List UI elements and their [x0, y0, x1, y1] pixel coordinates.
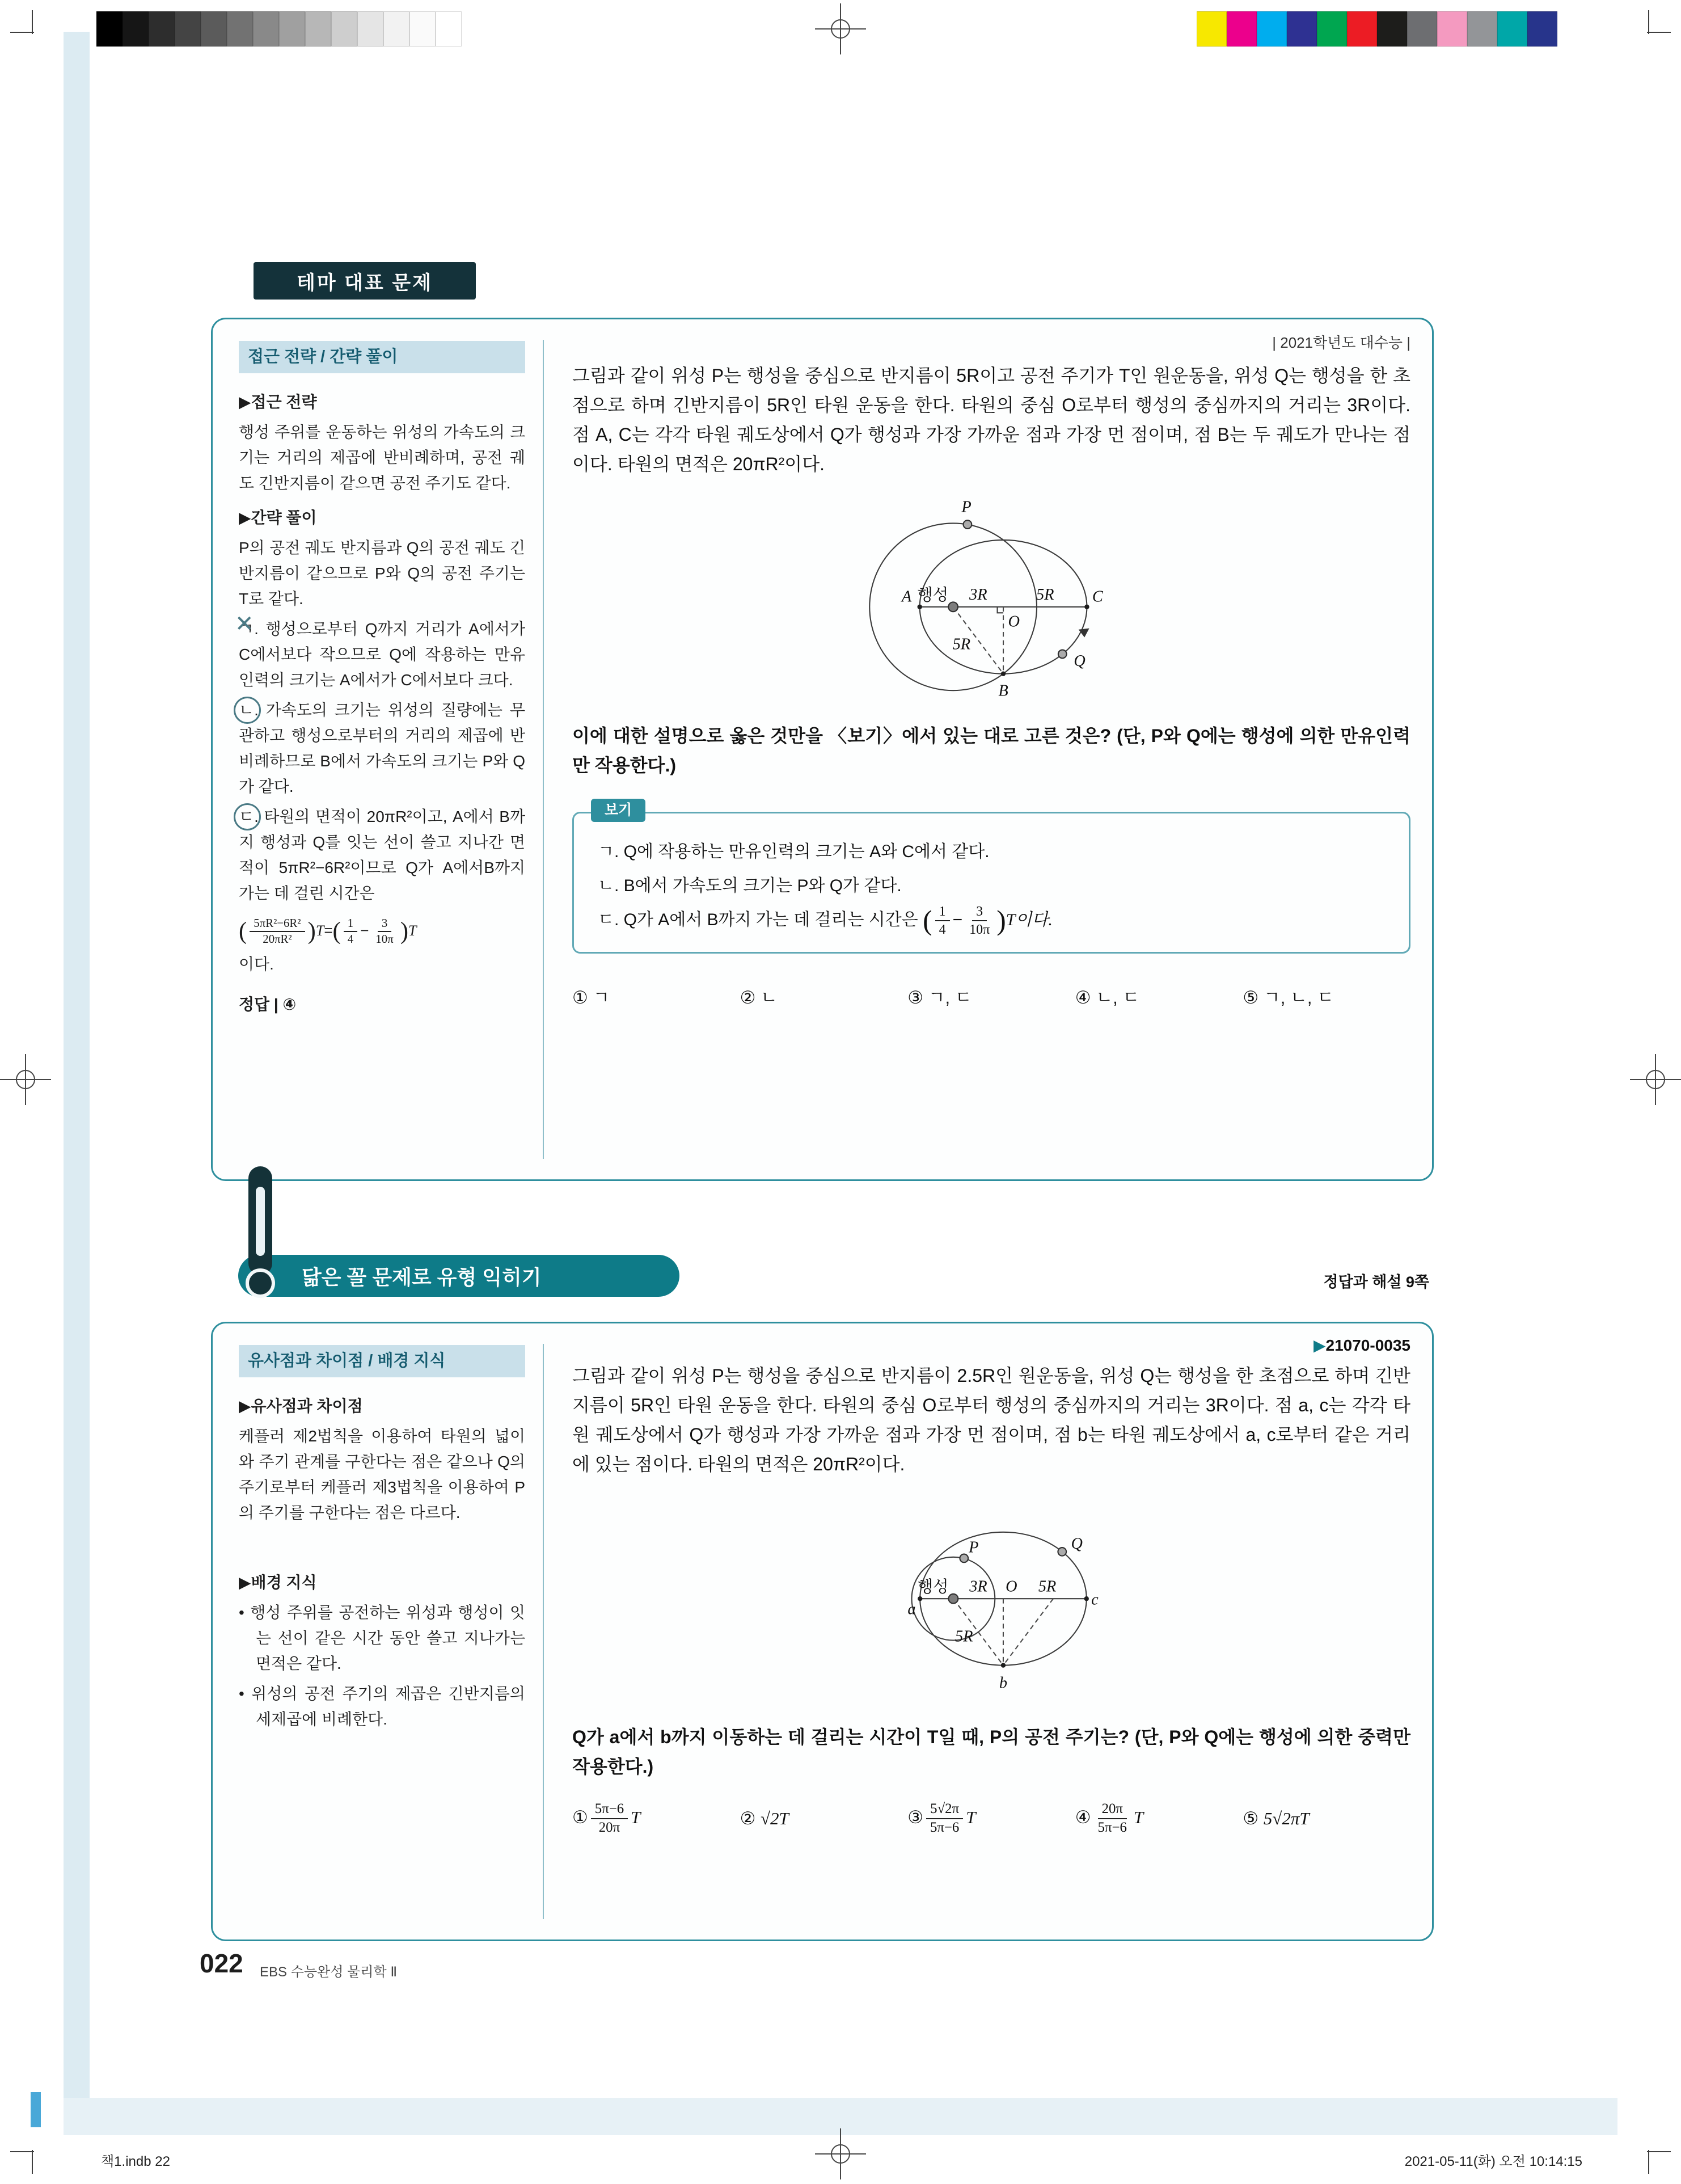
crop-mark [1647, 2151, 1671, 2152]
label-5R-right: 5R [1038, 1578, 1057, 1596]
numerator: 1 [935, 903, 950, 921]
numerator: 5πR²−6R² [250, 916, 305, 932]
crop-mark [1648, 2150, 1649, 2174]
boki-item-3-suffix: T이다. [1006, 910, 1053, 930]
label-planet: 행성 [917, 1577, 949, 1596]
choice-number: ⑤ [1243, 1808, 1259, 1828]
color-swatch [123, 11, 149, 47]
fraction [250, 916, 305, 947]
variable-T: T [631, 1807, 641, 1827]
boki-item-1: ㄱ. Q에 작용하는 만유인력의 크기는 A와 C에서 같다. [598, 842, 990, 862]
choice-2: ② ㄴ [740, 988, 778, 1008]
background-item-1: • 행성 주위를 공전하는 위성과 행성이 잇는 선이 같은 시간 동안 쓸고 지나가는 면적은 같다. [239, 1604, 525, 1672]
numerator: 5π−6 [591, 1801, 628, 1819]
choice-1: ① ㄱ [572, 988, 610, 1008]
satellite-P-dot [960, 1554, 968, 1562]
similarity-title: ▶유사점과 차이점 [239, 1397, 363, 1415]
label-c: c [1091, 1591, 1099, 1609]
planet-dot [948, 602, 958, 612]
panel-divider [543, 1344, 544, 1919]
color-swatch [1227, 11, 1257, 47]
paperclip-ornament [236, 1163, 287, 1305]
item-marker-wrong: ㄱ ✕ [239, 616, 254, 642]
paren: ) [400, 917, 408, 945]
label-P: P [961, 498, 972, 516]
denominator: 4 [939, 922, 946, 938]
color-swatch [96, 11, 123, 47]
numerator: 3 [972, 903, 987, 921]
color-swatch [305, 11, 331, 47]
color-swatch [1437, 11, 1467, 47]
label-5R-lower: 5R [952, 635, 971, 653]
color-swatch [409, 11, 436, 47]
label-5R-lower: 5R [955, 1628, 973, 1646]
color-swatch [227, 11, 253, 47]
label-A: A [901, 588, 912, 606]
denominator: 20πR² [263, 932, 292, 946]
label-C: C [1092, 588, 1103, 606]
paren: ) [996, 905, 1006, 937]
variable-T: T [966, 1807, 976, 1827]
denominator: 10π [969, 922, 990, 938]
color-swatch [1407, 11, 1437, 47]
choice-number: ② [740, 1808, 756, 1828]
choice-5 [1243, 1804, 1410, 1833]
boki-label: 보기 [591, 799, 645, 822]
answer-reference: 정답과 해설 9쪽 [1323, 1274, 1429, 1291]
satellite-P-dot [964, 520, 972, 529]
solution-item-n [239, 697, 525, 799]
crop-mark [10, 32, 34, 33]
choice-1 [572, 1801, 740, 1837]
label-O: O [1006, 1578, 1017, 1596]
minus-sign: − [360, 921, 369, 939]
label-Q: Q [1074, 652, 1086, 671]
choice-3 [907, 1801, 1075, 1837]
color-swatch [1377, 11, 1407, 47]
boki-item-2: ㄴ. B에서 가속도의 크기는 P와 Q가 같다. [598, 876, 902, 896]
problem-text: 그림과 같이 위성 P는 행성을 중심으로 반지름이 5R이고 공전 주기가 T인 원운동을, 위성 Q는 행성을 한 초점으로 하며 긴반지름이 5R인 타원 운동을 한다. 타원의 중심 O로부터 행성의 중심까지의 거리는 3R이다. 점 A, C는 각각 타원 궤도상에서 Q가 행성과 가장 가까운 점과 가장 먼 점이며, 점 B는 두 궤도가 만나는 점이다. 타원의 면적은 20πR²이다. [572, 365, 1410, 475]
satellite-Q-dot [1058, 650, 1067, 659]
approach-body: 행성 주위를 운동하는 위성의 가속도의 크기는 거리의 제곱에 반비례하며, 공전 궤도 긴반지름이 같으면 공전 주기도 같다. [239, 423, 525, 492]
page-edge-strip-left [64, 32, 90, 2102]
similar-section-title: 닮은 꼴 문제로 유형 익히기 [302, 1265, 542, 1289]
panel-divider [543, 340, 544, 1159]
denominator: 4 [347, 932, 354, 946]
page-number: 022 [200, 1949, 243, 1978]
point-A-dot [917, 605, 922, 609]
crop-mark [1648, 10, 1649, 34]
question-text: Q가 a에서 b까지 이동하는 데 걸리는 시간이 T일 때, P의 공전 주기는? (단, P와 Q에는 행성에 의한 중력만 작용한다.) [572, 1726, 1410, 1777]
color-swatch [1467, 11, 1497, 47]
registration-mark-left [0, 1054, 51, 1105]
paren: ( [923, 905, 932, 937]
color-swatch [201, 11, 227, 47]
boki-item-3 [598, 903, 1385, 938]
book-title-footer: EBS 수능완성 물리학 Ⅱ [260, 1964, 398, 1980]
print-info-right: 2021-05-11(화) 오전 10:14:15 [1404, 2154, 1582, 2169]
variable-T: T [1133, 1807, 1144, 1827]
satellite-Q-dot [1058, 1548, 1066, 1556]
sidebar-formula [239, 916, 525, 947]
label-O: O [1008, 613, 1020, 631]
color-swatch [149, 11, 175, 47]
color-swatch [1347, 11, 1377, 47]
brief-title: ▶간략 풀이 [239, 509, 317, 526]
strategy-sidebar [239, 341, 525, 1022]
point-C-dot [1084, 605, 1089, 609]
color-swatch [1257, 11, 1287, 47]
choice-value: √2T [761, 1808, 789, 1828]
orbit-diagram-1-svg [765, 490, 1218, 706]
point-b-dot [1001, 1663, 1006, 1667]
registration-mark-right [1630, 1054, 1681, 1105]
color-swatch [383, 11, 409, 47]
equals: = [324, 921, 333, 939]
similar-problem-panel [211, 1322, 1434, 1941]
item-text: . 가속도의 크기는 위성의 질량에는 무관하고 행성으로부터의 거리의 제곱에 반비례하므로 B에서 가속도의 크기는 P와 Q가 같다. [239, 701, 525, 795]
solution-item-d [239, 804, 525, 906]
section-badge-theme: 테마 대표 문제 [254, 262, 476, 300]
right-angle-mark [998, 607, 1004, 613]
label-B: B [998, 682, 1008, 700]
fraction [926, 1801, 963, 1837]
color-swatch [253, 11, 279, 47]
problem-code [572, 1336, 1410, 1355]
label-3R: 3R [969, 586, 987, 604]
fraction [344, 916, 357, 947]
color-swatch [1287, 11, 1317, 47]
sidebar-header: 접근 전략 / 간략 풀이 [239, 341, 525, 373]
orbit-diagram-1 [572, 490, 1410, 714]
fraction [371, 916, 397, 947]
numerator: 5√2π [926, 1801, 963, 1819]
color-swatch [1527, 11, 1557, 47]
crop-mark [1647, 32, 1671, 33]
label-P: P [969, 1538, 979, 1557]
registration-mark-bottom [815, 2128, 866, 2179]
code-number: 21070-0035 [1325, 1336, 1410, 1354]
exam-source: | 2021학년도 대수능 | [1272, 334, 1410, 351]
registration-mark-top [815, 3, 866, 54]
label-5R-right: 5R [1036, 586, 1054, 604]
choice-value: 5√2πT [1263, 1808, 1310, 1828]
denominator: 5π−6 [930, 1819, 960, 1835]
similar-section-header [238, 1255, 679, 1297]
label-Q: Q [1071, 1534, 1083, 1553]
answer-line: 정답 | ④ [239, 995, 297, 1013]
item-marker-correct: ㄷ [239, 804, 254, 829]
answer-choices-2 [572, 1801, 1410, 1837]
denominator: 20π [598, 1819, 620, 1835]
formula-tail: 이다. [239, 955, 274, 973]
color-swatch [331, 11, 357, 47]
fraction [591, 1801, 628, 1837]
solution-item-g [239, 616, 525, 693]
point-B-dot [1001, 672, 1006, 676]
color-swatch [436, 11, 462, 47]
paren: ) [307, 917, 316, 945]
brief-body: P의 공전 궤도 반지름과 Q의 공전 궤도 긴반지름이 같으므로 P와 Q의 공전 주기는 T로 같다. [239, 539, 525, 608]
approach-title: ▶접근 전략 [239, 393, 317, 411]
numerator: 20π [1098, 1801, 1127, 1819]
variable-T: T [315, 922, 324, 939]
color-swatch [279, 11, 305, 47]
paren: ( [332, 917, 341, 945]
fraction [965, 903, 994, 938]
registration-blue-mark [31, 2092, 41, 2127]
denominator: 5π−6 [1097, 1819, 1127, 1835]
dashed-focus-b [1003, 1599, 1053, 1665]
point-c-dot [1084, 1596, 1089, 1601]
minus-sign: − [952, 910, 963, 930]
label-3R: 3R [969, 1578, 987, 1596]
orbit-diagram-2 [572, 1486, 1410, 1715]
crop-mark [10, 2151, 34, 2152]
item-text: . 행성으로부터 Q까지 거리가 A에서가 C에서보다 작으므로 Q에 작용하는 만유인력의 크기는 A에서가 C에서보다 크다. [239, 620, 525, 689]
question-text: 이에 대한 설명으로 옳은 것만을 〈보기〉에서 있는 대로 고른 것은? (단, P와 Q에는 행성에 의한 만유인력만 작용한다.) [572, 726, 1410, 776]
color-swatch [1497, 11, 1527, 47]
choice-number: ① [572, 1807, 588, 1827]
background-item-2: • 위성의 공전 주기의 제곱은 긴반지름의 세제곱에 비례한다. [239, 1685, 525, 1728]
choice-5: ⑤ ㄱ, ㄴ, ㄷ [1243, 988, 1334, 1008]
background-sidebar [239, 1345, 525, 1736]
answer-choices-1 [572, 983, 1410, 1013]
fraction [1094, 1801, 1131, 1837]
label-a: a [907, 1600, 916, 1618]
crop-mark [32, 2150, 33, 2174]
orbit-diagram-2-svg [765, 1486, 1218, 1707]
color-calibration-bar [1197, 11, 1557, 47]
point-a-dot [918, 1596, 922, 1601]
color-swatch [175, 11, 201, 47]
choice-2 [740, 1804, 908, 1833]
boki-item-3-prefix: ㄷ. Q가 A에서 B까지 가는 데 걸리는 시간은 [598, 910, 918, 930]
color-swatch [357, 11, 383, 47]
theme-problem-panel [211, 318, 1434, 1181]
color-swatch [1197, 11, 1227, 47]
variable-T: T [408, 922, 417, 939]
crop-mark [32, 10, 33, 34]
choice-3: ③ ㄱ, ㄷ [907, 988, 972, 1008]
choice-4: ④ ㄴ, ㄷ [1075, 988, 1140, 1008]
grayscale-calibration-bar [96, 11, 462, 47]
code-arrow-icon: ▶ [1313, 1336, 1326, 1354]
print-info-left: 책1.indb 22 [101, 2154, 170, 2169]
problem-text: 그림과 같이 위성 P는 행성을 중심으로 반지름이 2.5R인 원운동을, 위성 Q는 행성을 한 초점으로 하며 긴반지름이 5R인 타원 운동을 한다. 타원의 중심 O로부터 행성의 중심까지의 거리는 3R이다. 점 a, c는 각각 타원 궤도상에서 Q가 행성과 가장 가까운 점과 가장 먼 점이며, 점 b는 타원 궤도상에서 a, c로부터 같은 거리에 있는 점이다. 타원의 면적은 20πR²이다. [572, 1365, 1410, 1474]
theme-problem-main [572, 334, 1410, 1013]
boki-box [572, 802, 1410, 954]
numerator: 1 [344, 916, 357, 932]
choice-number: ④ [1075, 1807, 1091, 1827]
label-planet: 행성 [917, 586, 949, 605]
similar-problem-main [572, 1336, 1410, 1837]
color-swatch [1317, 11, 1347, 47]
background-title: ▶배경 지식 [239, 1574, 317, 1591]
choice-number: ③ [907, 1807, 923, 1827]
item-text: . 타원의 면적이 20πR²이고, A에서 B까지 행성과 Q를 잇는 선이 쓸고 지나간 면적이 5πR²−6R²이므로 Q가 A에서B까지 가는 데 걸린 시간은 [239, 808, 525, 902]
denominator: 10π [375, 932, 394, 946]
fraction [935, 903, 950, 938]
planet-dot [949, 1593, 958, 1603]
paren: ( [239, 917, 247, 945]
choice-4 [1075, 1801, 1243, 1837]
sidebar-header: 유사점과 차이점 / 배경 지식 [239, 1345, 525, 1377]
label-b: b [999, 1674, 1008, 1692]
numerator: 3 [378, 916, 391, 932]
item-marker-correct: ㄴ [239, 697, 254, 723]
similarity-body: 케플러 제2법칙을 이용하여 타원의 넓이와 주기 관계를 구한다는 점은 같으나 Q의 주기로부터 케플러 제3법칙을 이용하여 P의 주기를 구한다는 점은 다르다. [239, 1427, 525, 1521]
